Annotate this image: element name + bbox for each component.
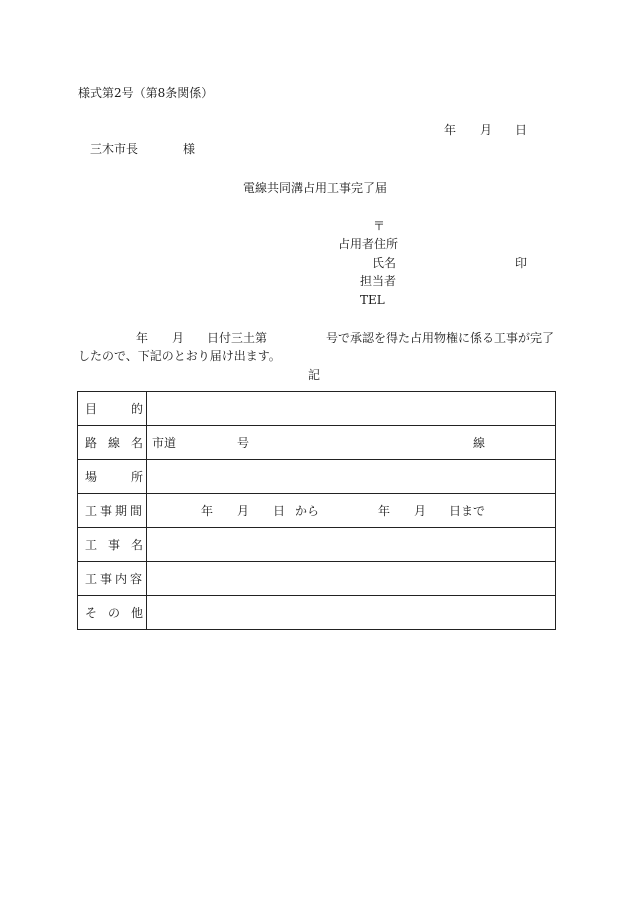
- label-char: 名: [131, 436, 144, 450]
- label-char: 工: [85, 538, 98, 552]
- ki-label: 記: [308, 368, 321, 382]
- label-char: 場: [85, 470, 98, 484]
- postal-mark: 〒: [373, 219, 386, 233]
- label-char: 名: [131, 538, 144, 552]
- table-row: [78, 460, 556, 494]
- table-row: [78, 528, 556, 562]
- label-char: 工: [85, 572, 98, 586]
- place-field[interactable]: [147, 460, 556, 494]
- label-char: 内: [115, 572, 128, 586]
- body-month: 月: [172, 331, 185, 345]
- date-day-label: 日: [515, 123, 528, 137]
- label-char: 線: [108, 436, 121, 450]
- until-label: 日まで: [449, 504, 486, 518]
- table-row: [78, 562, 556, 596]
- work-period-label: [78, 494, 147, 528]
- label-char: 間: [130, 504, 143, 518]
- work-period-field[interactable]: [147, 494, 556, 528]
- work-content-field[interactable]: [147, 562, 556, 596]
- table-row: [78, 596, 556, 630]
- label-char: 工: [85, 504, 98, 518]
- city-road-label: 市道: [152, 436, 177, 450]
- label-char: 的: [131, 402, 144, 416]
- addressee: 三木市長: [90, 142, 139, 156]
- start-month: 月: [237, 504, 250, 518]
- work-name-field[interactable]: [147, 528, 556, 562]
- other-field[interactable]: [147, 596, 556, 630]
- label-char: 事: [108, 538, 121, 552]
- seal-mark: 印: [515, 256, 528, 270]
- start-year: 年: [201, 504, 214, 518]
- form-number: 様式第2号（第8条関係）: [78, 86, 214, 100]
- label-char: 所: [131, 470, 144, 484]
- contact-person-label: 担当者: [360, 274, 397, 288]
- line-suffix: 線: [473, 436, 486, 450]
- road-number-suffix: 号: [237, 436, 250, 450]
- route-name-label: [78, 426, 147, 460]
- tel-label: TEL: [360, 293, 385, 307]
- route-name-field[interactable]: [147, 426, 556, 460]
- label-char: 事: [100, 504, 113, 518]
- body-line2: したので、下記のとおり届け出ます。: [78, 349, 281, 363]
- table-row: [78, 494, 556, 528]
- date-year-label: 年: [444, 123, 457, 137]
- label-char: 事: [100, 572, 113, 586]
- table-row: [78, 392, 556, 426]
- label-char: 他: [131, 606, 144, 620]
- label-char: そ: [85, 606, 98, 620]
- place-label: [78, 460, 147, 494]
- table-row: [78, 426, 556, 460]
- details-table: [77, 391, 556, 630]
- work-content-label: [78, 562, 147, 596]
- applicant-address-label: 占用者住所: [338, 237, 399, 251]
- applicant-name-label: 氏名: [372, 256, 397, 270]
- label-char: 容: [130, 572, 143, 586]
- label-char: 目: [85, 402, 98, 416]
- end-month: 月: [414, 504, 427, 518]
- purpose-field[interactable]: [147, 392, 556, 426]
- honorific: 様: [183, 142, 196, 156]
- other-label: [78, 596, 147, 630]
- purpose-label: [78, 392, 147, 426]
- label-char: 路: [85, 436, 98, 450]
- body-year: 年: [136, 331, 149, 345]
- body-line1-rest: 号で承認を得た占用物権に係る工事が完了: [326, 331, 555, 345]
- date-month-label: 月: [480, 123, 493, 137]
- work-name-label: [78, 528, 147, 562]
- body-day-ref: 日付三土第: [207, 331, 268, 345]
- label-char: 期: [115, 504, 128, 518]
- label-char: の: [108, 606, 121, 620]
- end-year: 年: [378, 504, 391, 518]
- from-label: から: [295, 504, 320, 518]
- start-day: 日: [273, 504, 286, 518]
- page-title: 電線共同溝占用工事完了届: [243, 181, 388, 195]
